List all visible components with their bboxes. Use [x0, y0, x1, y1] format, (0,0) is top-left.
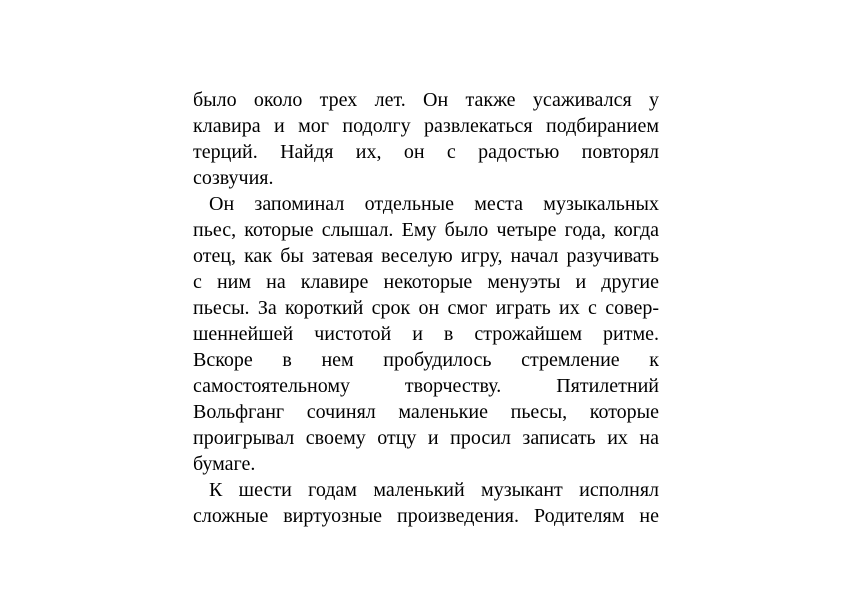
- text-line: шеннейшей чистотой и в строжайшем ритме.: [193, 323, 659, 345]
- text-line: К шести годам маленький музыкант исполнял: [209, 479, 659, 501]
- text-line: было около трех лет. Он также усаживался у: [193, 89, 659, 111]
- paragraph: [193, 87, 659, 191]
- text-line: Он запоминал отдельные места музыкальных: [209, 193, 659, 215]
- paragraph: [193, 191, 659, 477]
- text-line: созвучия.: [193, 167, 274, 189]
- paragraph: [193, 477, 659, 529]
- text-line: терций. Найдя их, он с радостью повторял: [193, 141, 659, 163]
- text-line: клавира и мог подолгу развлекаться подбиранием: [193, 115, 659, 137]
- text-line: с ним на клавире некоторые менуэты и другие: [193, 271, 659, 293]
- text-line: отец, как бы затевая веселую игру, начал разучивать: [193, 245, 659, 267]
- text-line: Вольфганг сочинял маленькие пьесы, которые: [193, 401, 659, 423]
- body-text: [193, 87, 659, 529]
- text-line: самостоятельному творчеству. Пятилетний: [193, 375, 659, 397]
- text-line: пьес, которые слышал. Ему было четыре года, когда: [193, 219, 659, 241]
- text-line: пьесы. За короткий срок он смог играть их с совер-: [193, 297, 659, 319]
- text-line: Вскоре в нем пробудилось стремление к: [193, 349, 659, 371]
- text-line: бумаге.: [193, 453, 256, 475]
- text-line: проигрывал своему отцу и просил записать их на: [193, 427, 659, 449]
- text-line: сложные виртуозные произведения. Родителям не: [193, 505, 659, 527]
